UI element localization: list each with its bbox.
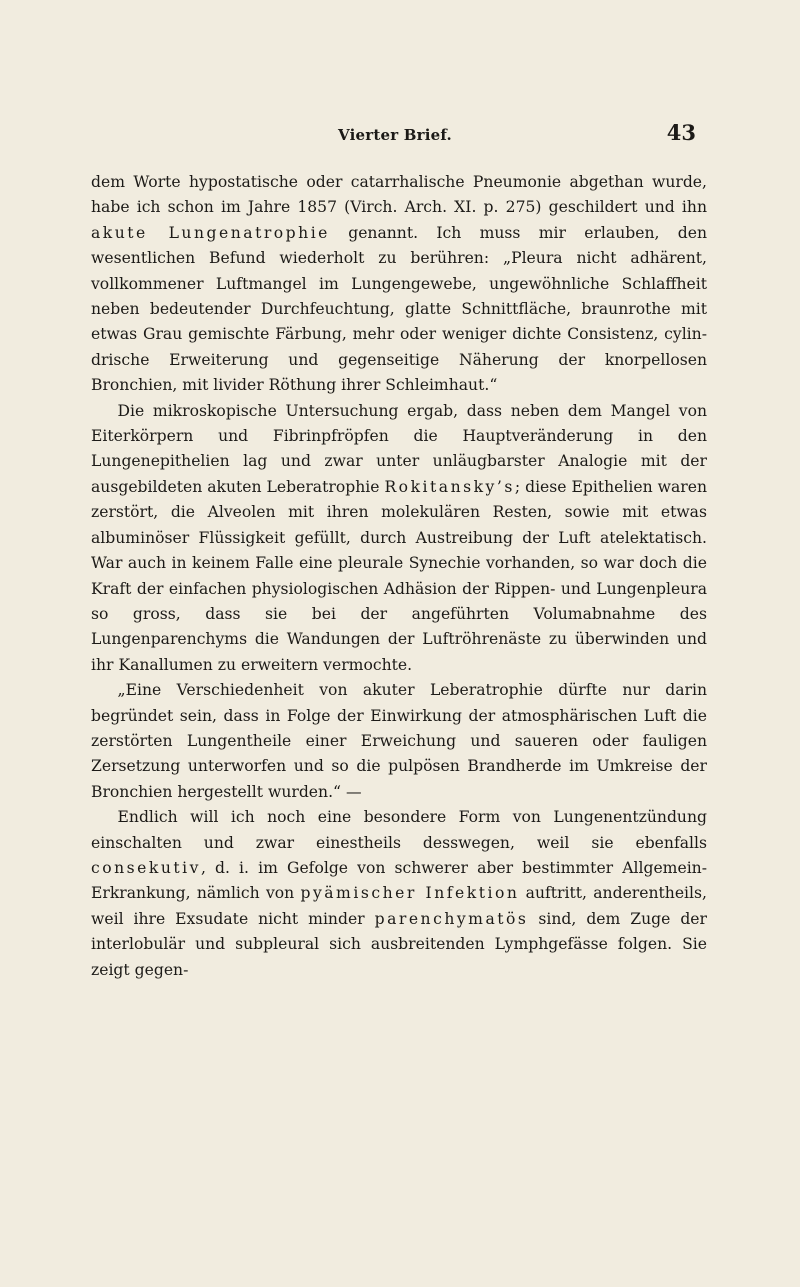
paragraph (91, 805, 707, 983)
text-run: ; diese Epithelien waren zerstört, die Alveolen mit ihren molekulären Resten, sowie mit etwas albuminöser Flüssigkeit gefüllt, durch Austreibung der Luft atelektatisch. War auch in keinem Falle eine pleurale Synechie vorhanden, so war doch die Kraft der einfachen physiologischen Adhäsion der Rippen- und Lungenpleura so gross, dass sie bei der angeführten Volumabnahme des Lungenparenchyms die Wandungen der Luftröhrenäste zu überwinden und ihr Kanallumen zu erweitern vermochte. (91, 477, 707, 674)
text-run: Endlich will ich noch eine besondere Form von Lungenentzündung einschalten und zwar einestheils desswegen, weil sie ebenfalls (91, 808, 707, 852)
text-run: auftritt, anderentheils, weil ihre Exsudate nicht minder (91, 884, 707, 928)
spaced-emphasis-text: Rokitansky’s (384, 477, 515, 496)
running-head: Vierter Brief. (338, 126, 452, 144)
page-header (90, 120, 700, 150)
text-run: Die mikroskopische Untersuchung ergab, dass neben dem Mangel von Eiterkörpern und Fibrinpfröpfen die Hauptveränderung in den Lungenepithelien lag und zwar unter unläugbarster Analogie mit der ausgebildeten akuten Leberatrophie (91, 401, 707, 496)
text-run: dem Worte hypostatische oder catarrhalische Pneumonie abgethan wurde, habe ich schon im Jahre 1857 (Virch. Arch. XI. p. 275) geschildert und ihn (91, 173, 707, 217)
spaced-emphasis-text: akute Lungenatrophie (91, 223, 330, 242)
text-run: genannt. Ich muss mir erlauben, den wesentlichen Befund wiederholt zu berühren: „Pleura nicht adhärent, vollkommener Luftmangel im Lungengewebe, ungewöhnliche Schlaffheit neben bedeutender Durchfeuchtung, glatte Schnittfläche, braunrothe mit etwas Grau gemischte Färbung, mehr oder weniger dichte Consistenz, cylindrische Erweiterung und gegenseitige Näherung der knorpellosen Bronchien, mit livider Röthung ihrer Schleimhaut.“ (91, 223, 707, 395)
spaced-emphasis-text: pyämischer Infektion (300, 884, 520, 903)
text-run: , d. i. im Gefolge von schwerer aber bestimmter Allgemein-Erkrankung, nämlich von (91, 858, 707, 903)
text-run: sind, dem Zuge der interlobulär und subpleural sich ausbreitenden Lymphgefässe folgen. Sie zeigt gegen- (91, 909, 707, 979)
text-run: „Eine Verschiedenheit von akuter Leberatrophie dürfte nur darin begründet sein, dass in Folge der Einwirkung der atmosphärischen Luft die zerstörten Lungentheile einer Erweichung und saueren oder fauligen Zersetzung unterworfen und so die pulpösen Brandherde im Umkreise der Bronchien hergestellt wurden.“ — (91, 681, 707, 801)
body-text (91, 170, 707, 983)
page-number: 43 (666, 120, 696, 145)
paragraph (91, 399, 707, 678)
spaced-emphasis-text: parenchymatös (374, 909, 529, 928)
paragraph (91, 678, 707, 805)
spaced-emphasis-text: consekutiv (91, 858, 201, 877)
paragraph (91, 170, 707, 399)
